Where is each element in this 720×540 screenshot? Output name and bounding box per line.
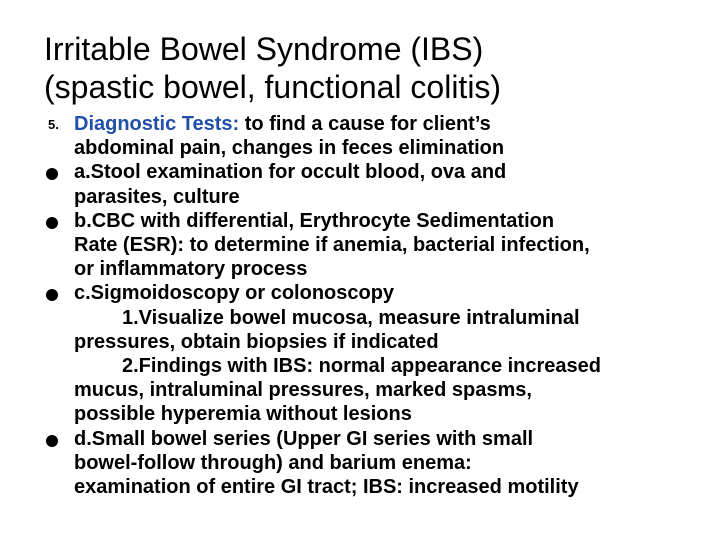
slide-title xyxy=(44,30,684,106)
bullet-dot-icon xyxy=(46,217,58,229)
list-item-line: d.Small bowel series (Upper GI series with small xyxy=(74,427,534,450)
diagnostic-tests-label: Diagnostic Tests: xyxy=(74,113,240,135)
sub-item-line: 1.Visualize bowel mucosa, measure intraluminal xyxy=(122,306,580,329)
list-item-line: mucus, intraluminal pressures, marked spasms, xyxy=(74,379,532,402)
list-item-small-bowel-series xyxy=(44,427,704,500)
list-item-line: abdominal pain, changes in feces elimination xyxy=(74,137,505,160)
list-item-diagnostic-tests xyxy=(44,112,704,160)
list-item-line: c.Sigmoidoscopy or colonoscopy xyxy=(74,282,395,305)
bullet-dot-icon xyxy=(46,289,58,301)
bullet-dot-icon xyxy=(46,168,58,180)
list-item-line: examination of entire GI tract; IBS: increased motility xyxy=(74,476,579,499)
list-item-line: a.Stool examination for occult blood, ova and xyxy=(74,161,507,184)
list-item-line: bowel-follow through) and barium enema: xyxy=(74,451,472,474)
list-item-sigmoidoscopy xyxy=(44,281,704,426)
bullet-dot-icon xyxy=(46,435,58,447)
list-item-line: Rate (ESR): to determine if anemia, bacterial infection, xyxy=(74,234,590,257)
list-item-line: possible hyperemia without lesions xyxy=(74,403,412,426)
list-item-stool-exam xyxy=(44,160,704,208)
title-line-1: Irritable Bowel Syndrome (IBS) xyxy=(44,31,484,67)
sub-item-line: 2.Findings with IBS: normal appearance increased xyxy=(122,355,602,378)
list-item-text: to find a cause for client’s xyxy=(239,113,491,135)
bullet-list xyxy=(44,112,704,499)
list-item-line: pressures, obtain biopsies if indicated xyxy=(74,330,439,353)
list-item-line xyxy=(74,112,704,136)
list-item-line: b.CBC with differential, Erythrocyte Sedimentation xyxy=(74,209,555,232)
list-item-line: parasites, culture xyxy=(74,185,240,208)
list-item-cbc xyxy=(44,209,704,282)
title-line-2: (spastic bowel, functional colitis) xyxy=(44,69,502,105)
list-number-marker: 5. xyxy=(48,117,59,132)
list-item-line: or inflammatory process xyxy=(74,258,308,281)
